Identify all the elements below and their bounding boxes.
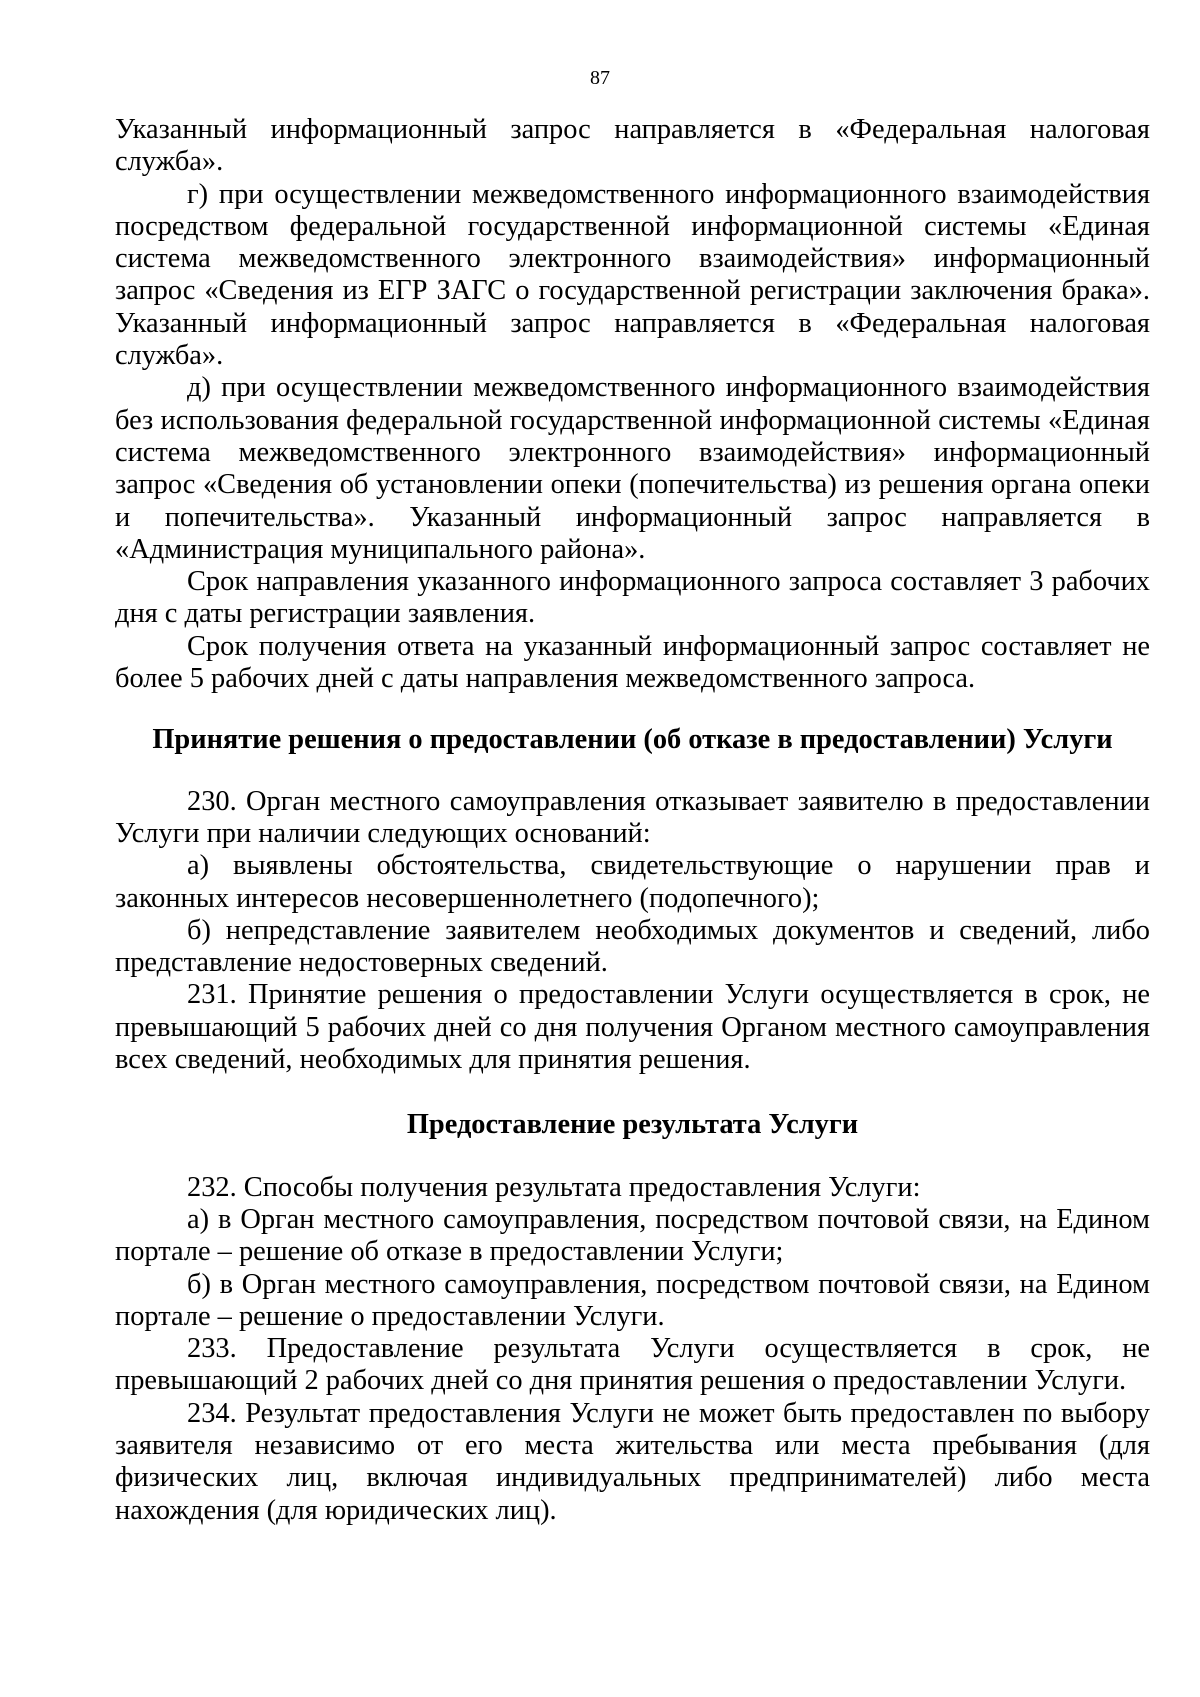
paragraph-response-term: Срок получения ответа на указанный информационный запрос составляет не более 5 рабочих дней с даты направления межведомственного запроса. bbox=[115, 630, 1150, 695]
paragraph-234: 234. Результат предоставления Услуги не может быть предоставлен по выбору заявителя независимо от его места жительства или места пребывания (для физических лиц, включая индивидуальных предпринимателей) либо места нахождения (для юридических лиц). bbox=[115, 1397, 1150, 1526]
paragraph-233: 233. Предоставление результата Услуги осуществляется в срок, не превышающий 2 рабочих дней со дня принятия решения о предоставлении Услуги. bbox=[115, 1333, 1150, 1397]
paragraph-231: 231. Принятие решения о предоставлении Услуги осуществляется в срок, не превышающий 5 рабочих дней со дня получения Органом местного самоуправления всех сведений, необходимых для принятия решения. bbox=[115, 979, 1150, 1076]
paragraph-item-g: г) при осуществлении межведомственного информационного взаимодействия посредством федеральной государственной информационной системы «Единая система межведомственного электронного взаимодействия» информационный запрос «Сведения из ЕГР ЗАГС о государственной регистрации заключения брака». Указанный информационный запрос направляется в «Федеральная налоговая служба». bbox=[115, 178, 1150, 372]
paragraph-230-b: б) непредставление заявителем необходимых документов и сведений, либо представление недостоверных сведений. bbox=[115, 914, 1150, 979]
paragraph-request-term: Срок направления указанного информационного запроса составляет 3 рабочих дня с даты регистрации заявления. bbox=[115, 566, 1150, 630]
page-number: 87 bbox=[590, 67, 610, 89]
paragraph-232-b: б) в Орган местного самоуправления, посредством почтовой связи, на Едином портале – решение о предоставлении Услуги. bbox=[115, 1268, 1150, 1332]
paragraph-230-a: а) выявлены обстоятельства, свидетельствующие о нарушении прав и законных интересов несовершеннолетнего (подопечного); bbox=[115, 850, 1150, 914]
paragraph-232-a: а) в Орган местного самоуправления, посредством почтовой связи, на Едином портале – решение об отказе в предоставлении Услуги; bbox=[115, 1203, 1150, 1268]
paragraph-232: 232. Способы получения результата предоставления Услуги: bbox=[187, 1171, 921, 1203]
section-heading-result: Предоставление результата Услуги bbox=[406, 1109, 859, 1141]
paragraph-230: 230. Орган местного самоуправления отказывает заявителю в предоставлении Услуги при наличии следующих оснований: bbox=[115, 785, 1150, 849]
paragraph-tax-service-request-1: Указанный информационный запрос направляется в «Федеральная налоговая служба». bbox=[115, 114, 1150, 178]
document-body bbox=[115, 114, 1150, 1527]
section-heading-decision: Принятие решения о предоставлении (об отказе в предоставлении) Услуги bbox=[152, 724, 1113, 756]
paragraph-item-d: д) при осуществлении межведомственного информационного взаимодействия без использования федеральной государственной информационной системы «Единая система межведомственного электронного взаимодействия» информационный запрос «Сведения об установлении опеки (попечительства) из решения органа опеки и попечительства». Указанный информационный запрос направляется в «Администрация муниципального района». bbox=[115, 372, 1150, 565]
